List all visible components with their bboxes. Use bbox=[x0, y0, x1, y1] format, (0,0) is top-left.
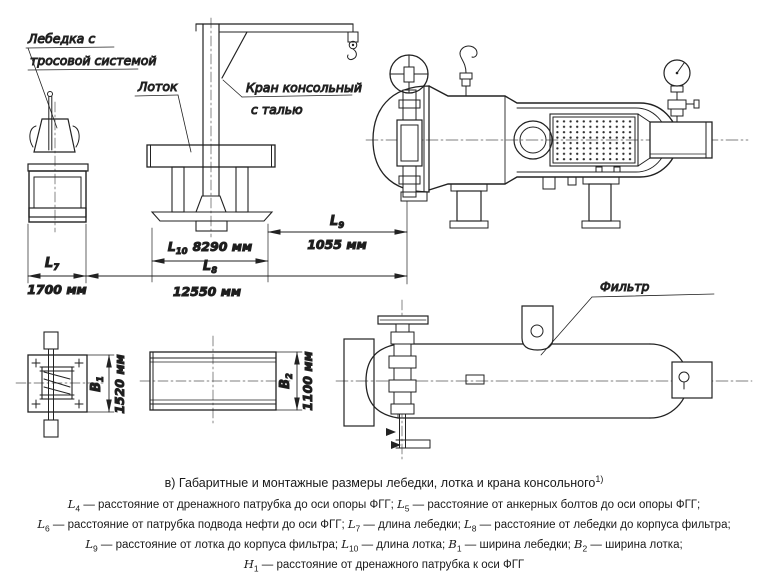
filter-label: Фильтр bbox=[600, 279, 650, 294]
winch-top-view bbox=[16, 332, 127, 437]
crane-callout bbox=[223, 80, 362, 117]
winch-callout bbox=[26, 31, 157, 128]
pressure-gauge-icon bbox=[664, 60, 699, 122]
dim-B1-value: 1520 мм bbox=[112, 354, 127, 414]
filter-front-view bbox=[366, 46, 748, 284]
cable-drum bbox=[40, 367, 74, 399]
dim-B1-symbol: $B_1$ bbox=[89, 376, 106, 392]
dimension-L8 bbox=[86, 259, 407, 299]
legend-line: $L_4$ — расстояние от дренажного патрубка до оси опоры ФГГ; $L_5$ — расстояние от анкерных болтов до оси опоры ФГГ; bbox=[67, 497, 701, 514]
dimension-L7 bbox=[27, 256, 87, 297]
jib-brace bbox=[222, 32, 247, 78]
dim-L10-label: $L_{10}$ 8290 мм bbox=[167, 239, 253, 257]
dim-L9-value: 1055 мм bbox=[307, 237, 367, 252]
winch-front-view bbox=[28, 92, 88, 284]
hoist-pulley-icon bbox=[348, 32, 358, 60]
legend bbox=[0, 497, 768, 577]
figure-caption bbox=[0, 474, 768, 490]
crane-leader-line bbox=[223, 80, 242, 97]
tray-top-view bbox=[140, 336, 315, 426]
dim-B2-value: 1100 мм bbox=[300, 351, 315, 411]
tray-callout bbox=[135, 79, 191, 152]
dim-L7-value: 1700 мм bbox=[27, 282, 87, 297]
dim-L9-symbol: $L_9$ bbox=[329, 214, 345, 231]
tray-leader-line bbox=[178, 95, 191, 152]
legend-line: $L_6$ — расстояние от патрубка подвода нефти до оси ФГГ; $L_7$ — длина лебедки; $L_8$ — расстояние от лебедки до корпуса фильтра; bbox=[37, 517, 731, 534]
dim-L8-symbol: $L_8$ bbox=[202, 259, 218, 276]
filter-top-view bbox=[336, 300, 752, 462]
dim-L8-value: 12550 мм bbox=[172, 284, 242, 299]
dimension-L9 bbox=[268, 214, 407, 252]
winch-label-line2: тросовой системой bbox=[30, 53, 157, 68]
crane-label-line1: Кран консольный bbox=[246, 80, 363, 95]
dim-L7-symbol: $L_7$ bbox=[44, 256, 60, 273]
caption-text: в) Габаритные и монтажные размеры лебедки, лотка и крана консольного bbox=[164, 476, 596, 491]
hook-fitting-icon bbox=[460, 46, 477, 96]
dim-B2-symbol: $B_2$ bbox=[278, 373, 295, 389]
vessel-supports bbox=[401, 177, 620, 228]
crane-tray-front-view bbox=[147, 18, 358, 237]
legend-line: $L_9$ — расстояние от лотка до корпуса фильтра; $L_{10}$ — длина лотка; $B_1$ — ширина лебедки; $B_2$ — ширина лотка; bbox=[85, 536, 683, 554]
winch-label-line1: Лебедка с bbox=[28, 31, 96, 46]
handwheel-icon bbox=[390, 55, 428, 93]
legend-line: $H_1$ — расстояние от дренажного патрубка к оси ФГГ bbox=[243, 556, 525, 574]
figure-text-block bbox=[0, 470, 768, 577]
tray-label: Лоток bbox=[138, 79, 178, 94]
caption-footnote-mark: 1) bbox=[595, 474, 604, 484]
crane-label-line2: с талью bbox=[251, 102, 303, 117]
